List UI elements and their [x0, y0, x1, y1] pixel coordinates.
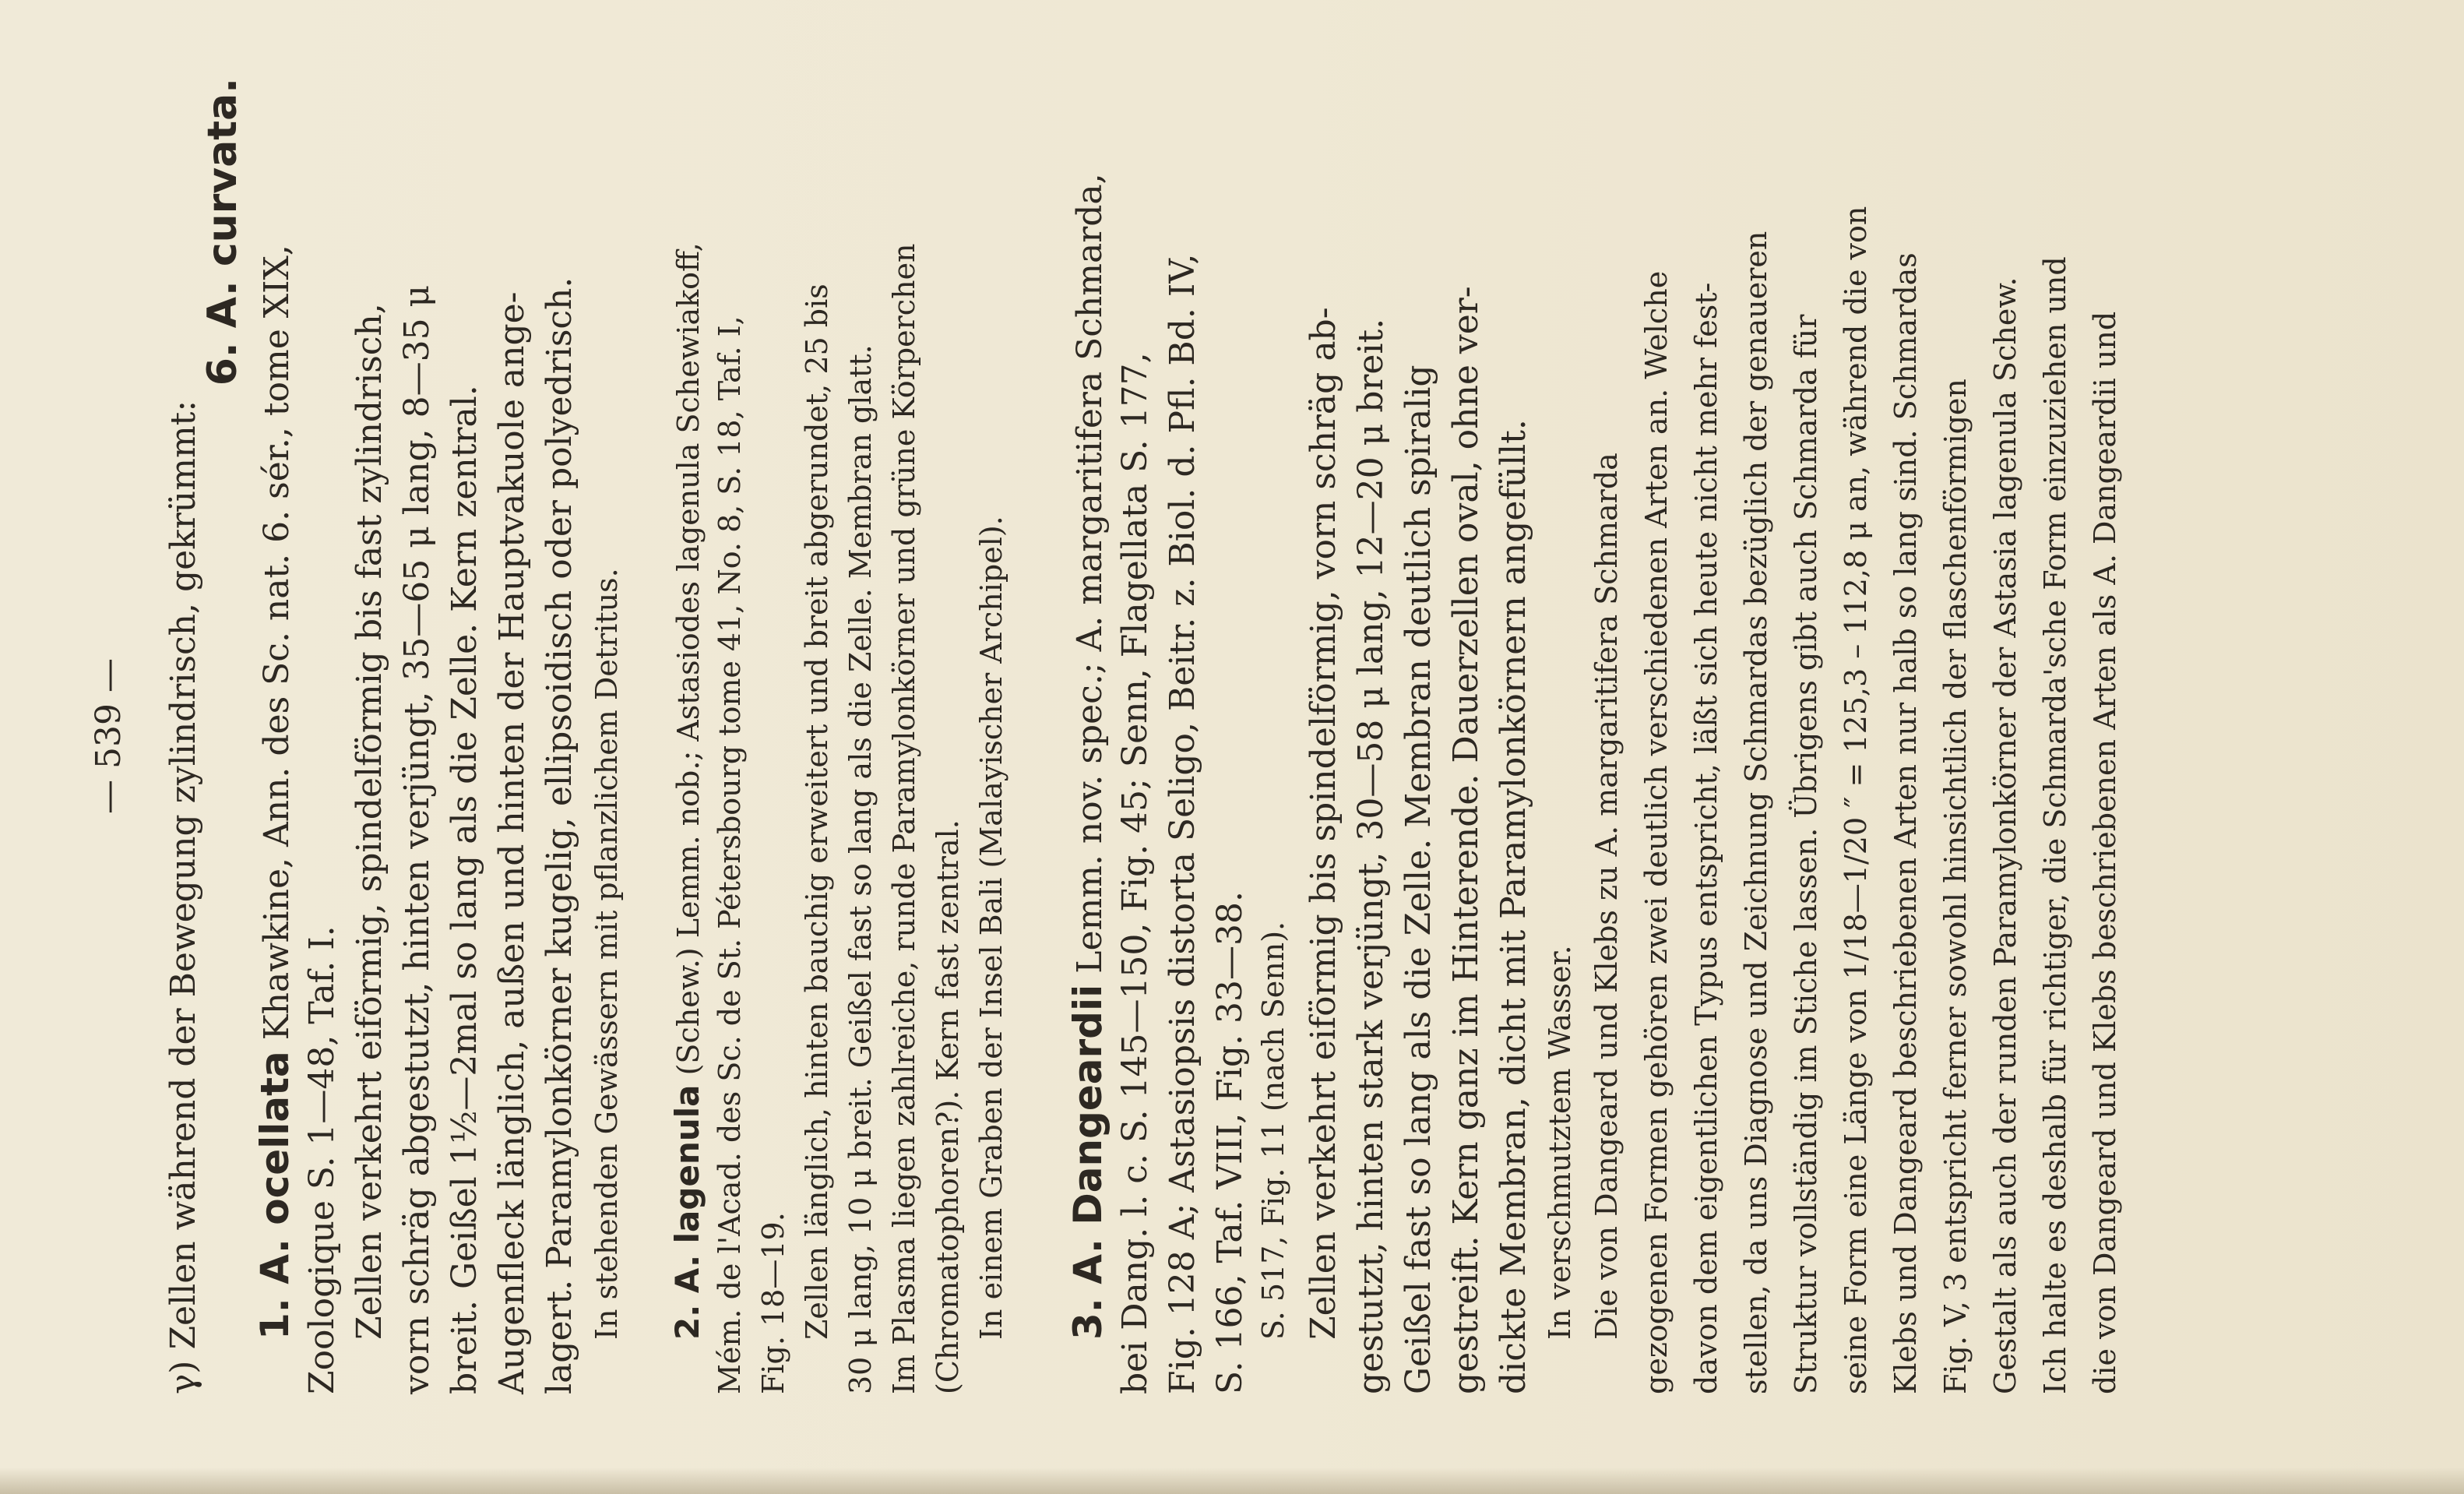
entry-1-line-3: vorn schräg abgestutzt, hinten verjüngt, 35—65 μ lang, 8—35 μ: [397, 284, 437, 1394]
page-header: — 539 —: [89, 658, 128, 814]
entry-1-line-5: Augenfleck länglich, außen und hinten der Hauptvakuole ange-: [492, 291, 532, 1394]
note-line-8: Fig. V, 3 entspricht ferner sowohl hinsichtlich der flaschenförmigen: [1938, 379, 1973, 1394]
entry-1-first-line: [252, 245, 297, 1340]
entry-1-line-2: Zellen verkehrt eiförmig, spindelförmig bis fast zylindrisch,: [350, 303, 389, 1340]
entry-3-line-8: gestreift. Kern ganz im Hinterende. Dauerzellen oval, ohne ver-: [1446, 286, 1486, 1394]
entry-3-line-10: In verschmutztem Wasser.: [1543, 945, 1577, 1340]
note-line-11: die von Dangeard und Klebs beschriebenen Arten als A. Dangeardii und: [2088, 311, 2122, 1394]
entry-2-line-2: Fig. 18—19.: [756, 1212, 790, 1394]
entry-1-line-4: breit. Geißel 1½—2mal so lang als die Zelle. Kern zentral.: [445, 385, 484, 1394]
note-line-10: Ich halte es deshalb für richtiger, die Schmarda'sche Form einzuziehen und: [2038, 256, 2072, 1394]
note-line-7: Klebs und Dangeard beschriebenen Arten nur halb so lang sind. Schmardas: [1888, 252, 1923, 1394]
entry-3-citation: Lemm. nov. spec.; A. margaritifera Schmarda,: [1070, 173, 1110, 974]
note-line-4: stellen, da uns Diagnose und Zeichnung Schmardas bezüglich der genaueren: [1739, 231, 1773, 1394]
note-line-9: Gestalt als auch der runden Paramylonkörner der Astasia lagenula Schew.: [1988, 277, 2022, 1394]
note-line-3: davon dem eigentlichen Typus entspricht, läßt sich heute nicht mehr fest-: [1689, 282, 1723, 1394]
note-line-5: Struktur vollständig im Stiche lassen. Übrigens gibt auch Schmarda für: [1789, 314, 1823, 1394]
entry-3-heading: 3. A. Dangeardii: [1065, 984, 1111, 1340]
entry-1-line-1: Zoologique S. 1—48, Taf. I.: [302, 925, 342, 1394]
entry-3-line-9: dickte Membran, dicht mit Paramylonkörnern angefüllt.: [1494, 419, 1533, 1394]
entry-1-citation: Khawkine, Ann. des Sc. nat. 6. sér., tome XIX,: [257, 245, 297, 1041]
entry-1-heading: 1. A. ocellata: [252, 1051, 297, 1340]
entry-2-line-6: (Chromatophoren?). Kern fast zentral.: [931, 819, 965, 1394]
entry-2-line-5: Im Plasma liegen zahlreiche, runde Paramylonkörner und grüne Körperchen: [887, 243, 921, 1394]
entry-2-citation: (Schew.) Lemm. nob.; Astasiodes lagenula Schewiakoff,: [671, 242, 706, 1076]
entry-3-line-6: gestutzt, hinten stark verjüngt, 30—58 μ lang, 12—20 μ breit.: [1351, 318, 1391, 1394]
entry-3-line-1: bei Dang. l. c. S. 145—150, Fig. 45; Senn, Flagellata S. 177,: [1115, 352, 1155, 1394]
entry-3-first-line: [1065, 173, 1111, 1340]
entry-1-line-6: lagert. Paramylonkörner kugelig, ellipsoidisch oder polyedrisch.: [540, 277, 579, 1394]
rotated-text-block: [86, 78, 2375, 1394]
entry-3-line-5: Zellen verkehrt eiförmig bis spindelförmig, vorn schräg ab-: [1304, 307, 1343, 1340]
entry-2-line-4: 30 μ lang, 10 μ breit. Geißel fast so lang als die Zelle. Membran glatt.: [843, 344, 878, 1394]
entry-3-line-4: S. 517, Fig. 11 (nach Senn).: [1256, 921, 1290, 1340]
entry-3-line-7: Geißel fast so lang als die Zelle. Membran deutlich spiralig: [1399, 365, 1438, 1394]
note-line-1: Die von Dangeard und Klebs zu A. margaritifera Schmarda: [1589, 453, 1624, 1340]
entry-2-line-7: In einem Graben der Insel Bali (Malayischer Archipel).: [974, 516, 1008, 1340]
entry-1-line-7: In stehenden Gewässern mit pflanzlichem Detritus.: [590, 568, 624, 1340]
entry-3-line-3: S. 166, Taf. VIII, Fig. 33—38.: [1210, 891, 1250, 1394]
entry-2-line-1: Mém. de l'Acad. des Sc. de St. Pétersbourg tome 41, No. 8, S. 18, Taf. I,: [713, 315, 747, 1394]
entry-3-line-2: Fig. 128 A; Astasiopsis distorta Seligo, Beitr. z. Biol. d. Pfl. Bd. IV,: [1163, 253, 1202, 1394]
section-heading: 6. A. curvata.: [199, 78, 246, 386]
entry-2-line-3: Zellen länglich, hinten bauchig erweitert und breit abgerundet, 25 bis: [800, 284, 834, 1340]
note-line-6: seine Form eine Länge von 1/18—1/20 ″ = 125,3 – 112,8 μ an, während die von: [1839, 206, 1873, 1394]
gamma-line: γ) Zellen während der Bewegung zylindrisch, gekrümmt:: [164, 400, 203, 1394]
entry-2-heading: 2. A. lagenula: [668, 1084, 706, 1340]
note-line-2: gezogenen Formen gehören zwei deutlich verschiedenen Arten an. Welche: [1639, 270, 1674, 1394]
entry-2-first-line: [668, 242, 706, 1340]
